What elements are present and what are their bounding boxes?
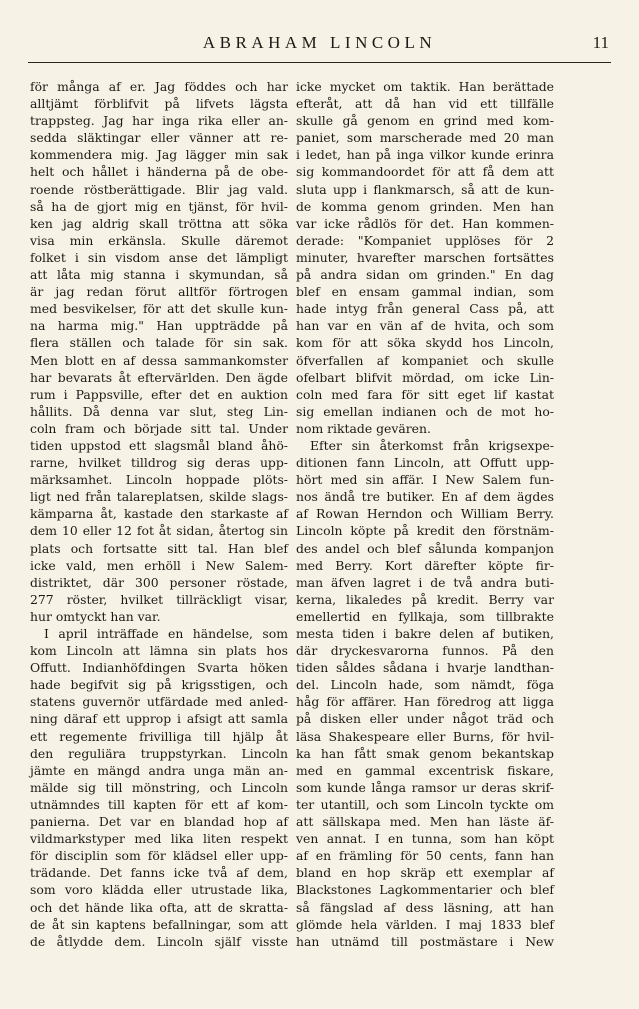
text-line: där dryckesvarorna funnos. På den [296,643,554,659]
text-line: den reguliära truppstyrkan. Lincoln [30,745,288,761]
text-line: med Berry. Kort därefter köpte fir- [296,557,554,573]
text-line: Efter sin återkomst från krigsexpe- [310,437,554,453]
text-line: ken jag aldrig skall tröttna att söka [30,215,288,231]
text-line: ka han fått smak genom bekantskap [296,745,554,761]
text-line: hade intyg från general Cass på, att [296,301,554,317]
text-line: ett regemente frivilliga till hjälp åt [30,728,288,744]
text-line: distriktet, där 300 personer röstade, [30,574,288,590]
text-line: som voro klädda eller utrustade lika, [30,882,288,898]
text-line: och det hände lika ofta, att de skratta- [30,899,288,915]
text-line: del. Lincoln hade, som nämdt, föga [296,677,554,693]
running-title: ABRAHAM LINCOLN [202,33,437,52]
text-line: han utnämd till postmästare i New [296,933,554,949]
right-text-column [296,78,554,950]
text-line: läsa Shakespeare eller Burns, för hvil- [296,728,554,744]
text-line: folket i sin visdom anse det lämpligt [30,249,288,265]
text-line: har bevarats åt eftervärlden. Den ägde [30,369,288,385]
text-line: för många af er. Jag föddes och har [30,79,288,94]
text-line: flera ställen och talade för sin sak. [30,335,288,351]
text-line: jämte en mängd andra unga män an- [30,762,288,778]
text-line: skulle gå genom en grind med kom- [296,113,554,129]
text-line: att låta mig stanna i skymundan, så [30,267,288,283]
text-line: trappsteg. Jag har inga rika eller an- [30,113,288,129]
text-line: Lincoln köpte på kredit den förstnäm- [296,523,554,539]
text-line: derade: "Kompaniet upplöses för 2 [296,232,554,248]
text-line: af en främling för 50 cents, fann han [296,848,554,864]
text-line: tiden såldes sådana i hvarje landthan- [296,660,554,676]
text-line: tiden uppstod ett slagsmål bland åhö- [30,437,288,453]
text-line: som kunde långa ramsor ur deras skrif- [296,779,554,795]
text-line: coln fram och började sitt tal. Under [30,420,288,436]
text-line: håg för affärer. Han föredrog att ligga [296,694,554,710]
text-line: kom för att söka skydd hos Lincoln, [296,335,554,351]
text-line: glömde hela världen. I maj 1833 blef [296,916,554,932]
text-line: bland en hop skräp ett exemplar af [296,865,554,881]
text-line: hade begifvit sig på krigsstigen, och [30,677,288,693]
text-line: kerna, likaledes på kredit. Berry var [296,591,554,607]
text-line: rum i Pappsville, efter det en auktion [30,386,288,402]
text-line: på disken eller under något träd och [296,711,554,727]
text-line: trädande. Det fanns icke två af dem, [30,865,288,881]
text-line: minuter, hvarefter marschen fortsättes [296,249,554,265]
text-line: nom riktade gevären. [296,420,431,436]
text-line: kom Lincoln att lämna sin plats hos [30,643,288,659]
text-line: ven annat. I en tunna, som han köpt [296,831,554,847]
text-line: utnämndes till kapten för ett af kom- [30,796,288,812]
text-line: man äfven lagret i de två andra buti- [296,574,554,590]
text-line: des andel och blef sålunda kompanjon [296,540,554,556]
text-line: icke mycket om taktik. Han berättade [296,79,554,94]
text-line: på andra sidan om grinden." En dag [296,267,554,283]
page-number: 11 [592,33,609,52]
text-line: na harma mig." Han uppträdde på [30,318,288,334]
text-line: ligt ned från talareplatsen, skilde slags- [30,489,288,505]
text-line: icke vald, men erhöll i New Salem- [30,557,288,573]
text-line: de komma genom grinden. Men han [296,198,554,214]
text-line: Offutt. Indianhöfdingen Svarta höken [30,660,288,676]
running-header [28,33,611,57]
text-line: så fängslad af dess läsning, att han [296,899,554,915]
text-line: I april inträffade en händelse, som [44,626,288,641]
text-line: är jag redan förut alltför förtrogen [30,284,288,300]
text-line: helt och hållet i händerna på de obe- [30,164,288,180]
text-line: så ha de gjort mig en tjänst, för hvil- [30,198,288,214]
text-line: kommendera mig. Jag lägger min sak [30,147,288,163]
text-line: plats och fortsatte sitt tal. Han blef [30,540,288,556]
text-line: blef en ensam gammal indian, som [296,284,554,300]
header-rule [28,62,611,63]
text-line: med en gammal excentrisk fiskare, [296,762,554,778]
text-line: sluta upp i flankmarsch, så att de kun- [296,181,554,197]
text-line: de åtlydde dem. Lincoln själf visste [30,933,288,949]
text-line: efteråt, att då han vid ett tillfälle [296,96,554,112]
text-line: panierna. Det var en blandad hop af [30,814,288,830]
text-line: vildmarkstyper med lika liten respekt [30,831,288,847]
text-line: att sällskapa med. Men han läste äf- [296,814,554,830]
text-line: ter utantill, och som Lincoln tyckte om [296,796,554,812]
text-line: hört med sin affär. I New Salem fun- [296,472,554,488]
text-line: emellertid en fyllkaja, som tillbrakte [296,608,554,624]
text-line: af Rowan Herndon och William Berry. [296,506,554,522]
text-line: öfverfallen af kompaniet och skulle [296,352,554,368]
text-line: sedda släktingar eller vänner att re- [30,130,288,146]
text-line: dem 10 eller 12 fot åt sidan, återtog sin [30,523,288,539]
text-line: Men blott en af dessa sammankomster [30,352,288,368]
text-line: 277 röster, hvilket tillräckligt visar, [30,591,288,607]
text-line: ofelbart blifvit mördad, om icke Lin- [296,369,554,385]
text-line: hållits. Då denna var slut, steg Lin- [30,403,288,419]
text-line: var icke rådlös för det. Han kommen- [296,215,554,231]
text-line: coln med fara för sitt eget lif kastat [296,386,554,402]
text-line: roende röstberättigade. Blir jag vald. [30,181,288,197]
text-line: rarne, hvilket tilldrog sig deras upp- [30,455,288,471]
text-line: Blackstones Lagkommentarier och blef [296,882,554,898]
text-line: kämparna åt, kastade den starkaste af [30,506,288,522]
text-line: nos ändå tre butiker. En af dem ägdes [296,489,554,505]
text-line: han var en vän af de hvita, och som [296,318,554,334]
text-line: de åt sin kaptens befallningar, som att [30,916,288,932]
text-line: i ledet, han på inga vilkor kunde erinra [296,147,554,163]
text-line: sig emellan indianen och de mot ho- [296,403,554,419]
text-line: med besvikelser, för att det skulle kun- [30,301,288,317]
text-line: statens guvernör utfärdade med anled- [30,694,288,710]
text-line: sig kommandoordet för att få dem att [296,164,554,180]
text-line: ning däraf ett upprop i afsigt att samla [30,711,288,727]
text-line: alltjämt förblifvit på lifvets lägsta [30,96,288,112]
text-line: paniet, som marscherade med 20 man [296,130,554,146]
text-line: för disciplin som för klädsel eller upp- [30,848,288,864]
text-line: visa min erkänsla. Skulle däremot [30,232,288,248]
text-line: mesta tiden i bakre delen af butiken, [296,626,554,641]
text-line: hur omtyckt han var. [30,608,161,624]
text-line: ditionen fann Lincoln, att Offutt upp- [296,455,554,471]
text-line: märksamhet. Lincoln hoppade plöts- [30,472,288,488]
left-text-column [30,78,288,950]
text-line: mälde sig till mönstring, och Lincoln [30,779,288,795]
